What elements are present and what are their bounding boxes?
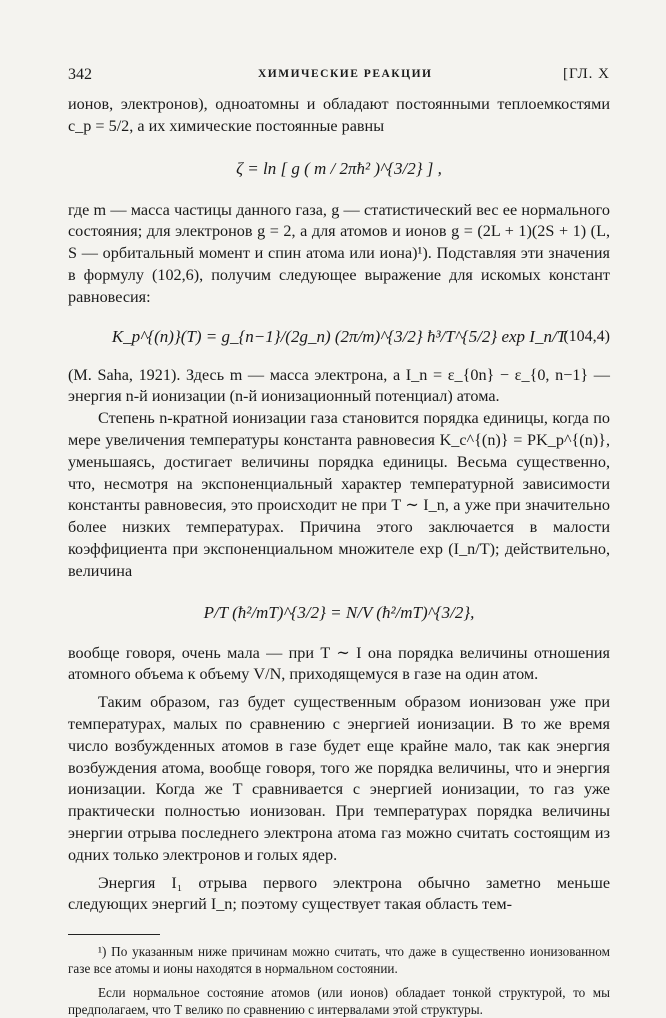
formula-saha-expression: K_p^{(n)}(T) = g_{n−1}/(2g_n) (2π/m)^{3/2} ħ³/T^{5/2} exp I_n/T bbox=[111, 326, 567, 346]
paragraph-7: Энергия I₁ отрыва первого электрона обычно заметно меньше следующих энергий I_n; поэтому существует такая область тем- bbox=[68, 873, 610, 914]
paragraph-5: вообще говоря, очень мала — при T ∼ I она порядка величины отношения атомного объема к объему V/N, приходящемуся в газе на один атом. bbox=[68, 643, 610, 684]
page-number: 342 bbox=[68, 66, 92, 83]
paragraph-3: (M. Saha, 1921). Здесь m — масса электрона, а I_n = ε_{0n} − ε_{0, n−1} — энергия n-й ионизации (n-й ионизационный потенциал) атома. bbox=[68, 365, 610, 406]
page-header bbox=[68, 60, 610, 88]
paragraph-6: Таким образом, газ будет существенным образом ионизован уже при температурах, малых по сравнению с энергией ионизации. В то же время число возбужденных атомов в газе будет еще крайне мало, так как энергия возбуждения атома, вообще говоря, того же порядка величины, что и энергия ионизации. Когда же T сравнивается с энергией ионизации, то газ уже практически полностью ионизован. При температурах порядка величины энергии отрыва последнего электрона атома газ можно считать состоящим из одних только электронов и голых ядер. bbox=[68, 693, 610, 864]
running-title: ХИМИЧЕСКИЕ РЕАКЦИИ bbox=[258, 68, 433, 80]
footnote-divider bbox=[68, 934, 160, 935]
chapter-label: [ГЛ. X bbox=[562, 66, 610, 82]
formula-zeta: ζ = ln [ g ( m / 2πħ² )^{3/2} ] , bbox=[236, 158, 442, 178]
paragraph-2: где m — масса частицы данного газа, g — статистический вес ее нормального состояния; для электронов g = 2, а для атомов и ионов g = (2L + 1)(2S + 1) (L, S — орбитальный момент и спин атома или иона)¹). Подставляя эти значения в формулу (102,6), получим следующее выражение для искомых констант равновесия: bbox=[68, 200, 610, 306]
page bbox=[68, 60, 610, 1018]
footnote-1: ¹) По указанным ниже причинам можно считать, что даже в существенно ионизованном газе все атомы и ионы находятся в нормальном состоянии. bbox=[68, 944, 610, 977]
formula-saha bbox=[68, 311, 610, 363]
equation-number: (104,4) bbox=[563, 327, 610, 345]
paragraph-1: ионов, электронов), одноатомны и обладают постоянными теплоемкостями c_p = 5/2, а их химические постоянные равны bbox=[68, 95, 610, 135]
footnote-2: Если нормальное состояние атомов (или ионов) обладает тонкой структурой, то мы предполагаем, что T велико по сравнению с интервалами этой структуры. bbox=[68, 984, 610, 1017]
paragraph-4: Степень n-кратной ионизации газа становится порядка единицы, когда по мере увеличения температуры константа равновесия K_c^{(n)} = PK_p^{(n)}, уменьшаясь, достигает величины порядка единицы. Весьма существенно, что, несмотря на экспоненциальный характер температурной зависимости константы равновесия, это происходит не при T ∼ I_n, а уже при значительно более низких температурах. Причина этого заключается в малости коэффициента при экспоненциальном множителе exp (I_n/T); действительно, величина bbox=[68, 409, 610, 580]
formula-coefficient: P/T (ħ²/mT)^{3/2} = N/V (ħ²/mT)^{3/2}, bbox=[203, 602, 475, 622]
